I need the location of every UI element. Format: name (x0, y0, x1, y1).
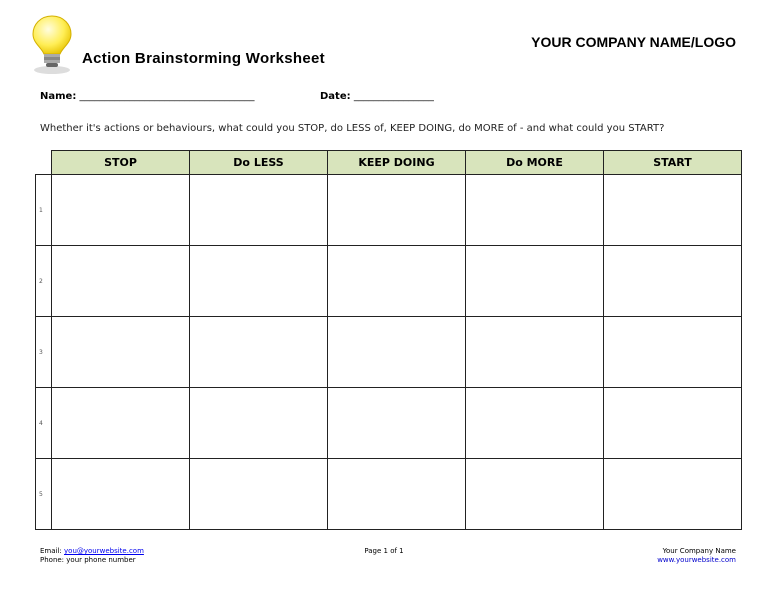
email-label: Email: (40, 547, 62, 555)
brainstorm-table (35, 150, 742, 530)
table-cell[interactable] (52, 317, 190, 388)
lightbulb-icon (30, 14, 74, 76)
table-cell[interactable] (52, 388, 190, 459)
table-cell[interactable] (52, 175, 190, 246)
table-cell[interactable] (466, 459, 604, 530)
table-cell[interactable] (604, 459, 742, 530)
page-number: Page 1 of 1 (364, 547, 404, 555)
table-cell[interactable] (52, 459, 190, 530)
table-cell[interactable] (190, 388, 328, 459)
table-row (36, 459, 742, 530)
table-cell[interactable] (190, 459, 328, 530)
table-cell[interactable] (328, 175, 466, 246)
email-link[interactable]: you@yourwebsite.com (64, 547, 144, 555)
table-cell[interactable] (190, 246, 328, 317)
table-cell[interactable] (52, 246, 190, 317)
name-line[interactable]: ___________________________________ (79, 91, 255, 102)
column-header-do-less: Do LESS (190, 151, 328, 175)
row-number: 4 (36, 388, 52, 459)
table-row (36, 246, 742, 317)
date-field (320, 91, 434, 102)
table-cell[interactable] (466, 175, 604, 246)
table-row (36, 175, 742, 246)
table-cell[interactable] (604, 388, 742, 459)
table-cell[interactable] (466, 388, 604, 459)
name-label: Name: (40, 91, 77, 102)
table-cell[interactable] (604, 246, 742, 317)
column-header-stop: STOP (52, 151, 190, 175)
table-cell[interactable] (190, 175, 328, 246)
table-cell[interactable] (328, 388, 466, 459)
row-number: 1 (36, 175, 52, 246)
table-header-row (36, 151, 742, 175)
date-label: Date: (320, 91, 351, 102)
document-title: Action Brainstorming Worksheet (82, 50, 325, 67)
column-header-do-more: Do MORE (466, 151, 604, 175)
table-row (36, 388, 742, 459)
company-logo-text: YOUR COMPANY NAME/LOGO (531, 34, 736, 50)
table-cell[interactable] (604, 175, 742, 246)
table-cell[interactable] (604, 317, 742, 388)
table-row (36, 317, 742, 388)
row-number: 2 (36, 246, 52, 317)
row-number: 3 (36, 317, 52, 388)
table-cell[interactable] (466, 246, 604, 317)
corner-cell (36, 151, 52, 175)
column-header-start: START (604, 151, 742, 175)
name-field (40, 91, 255, 102)
footer-company-name: Your Company Name (662, 547, 736, 555)
footer-phone: Phone: your phone number (40, 556, 136, 564)
table-cell[interactable] (466, 317, 604, 388)
table-cell[interactable] (190, 317, 328, 388)
footer-company (657, 547, 736, 565)
instructions-text: Whether it's actions or behaviours, what could you STOP, do LESS of, KEEP DOING, do MORE of - and what could you START? (40, 123, 665, 134)
table-cell[interactable] (328, 459, 466, 530)
footer-website-link[interactable]: www.yourwebsite.com (657, 556, 736, 564)
row-number: 5 (36, 459, 52, 530)
date-line[interactable]: ________________ (353, 91, 434, 102)
table-cell[interactable] (328, 246, 466, 317)
column-header-keep-doing: KEEP DOING (328, 151, 466, 175)
table-cell[interactable] (328, 317, 466, 388)
